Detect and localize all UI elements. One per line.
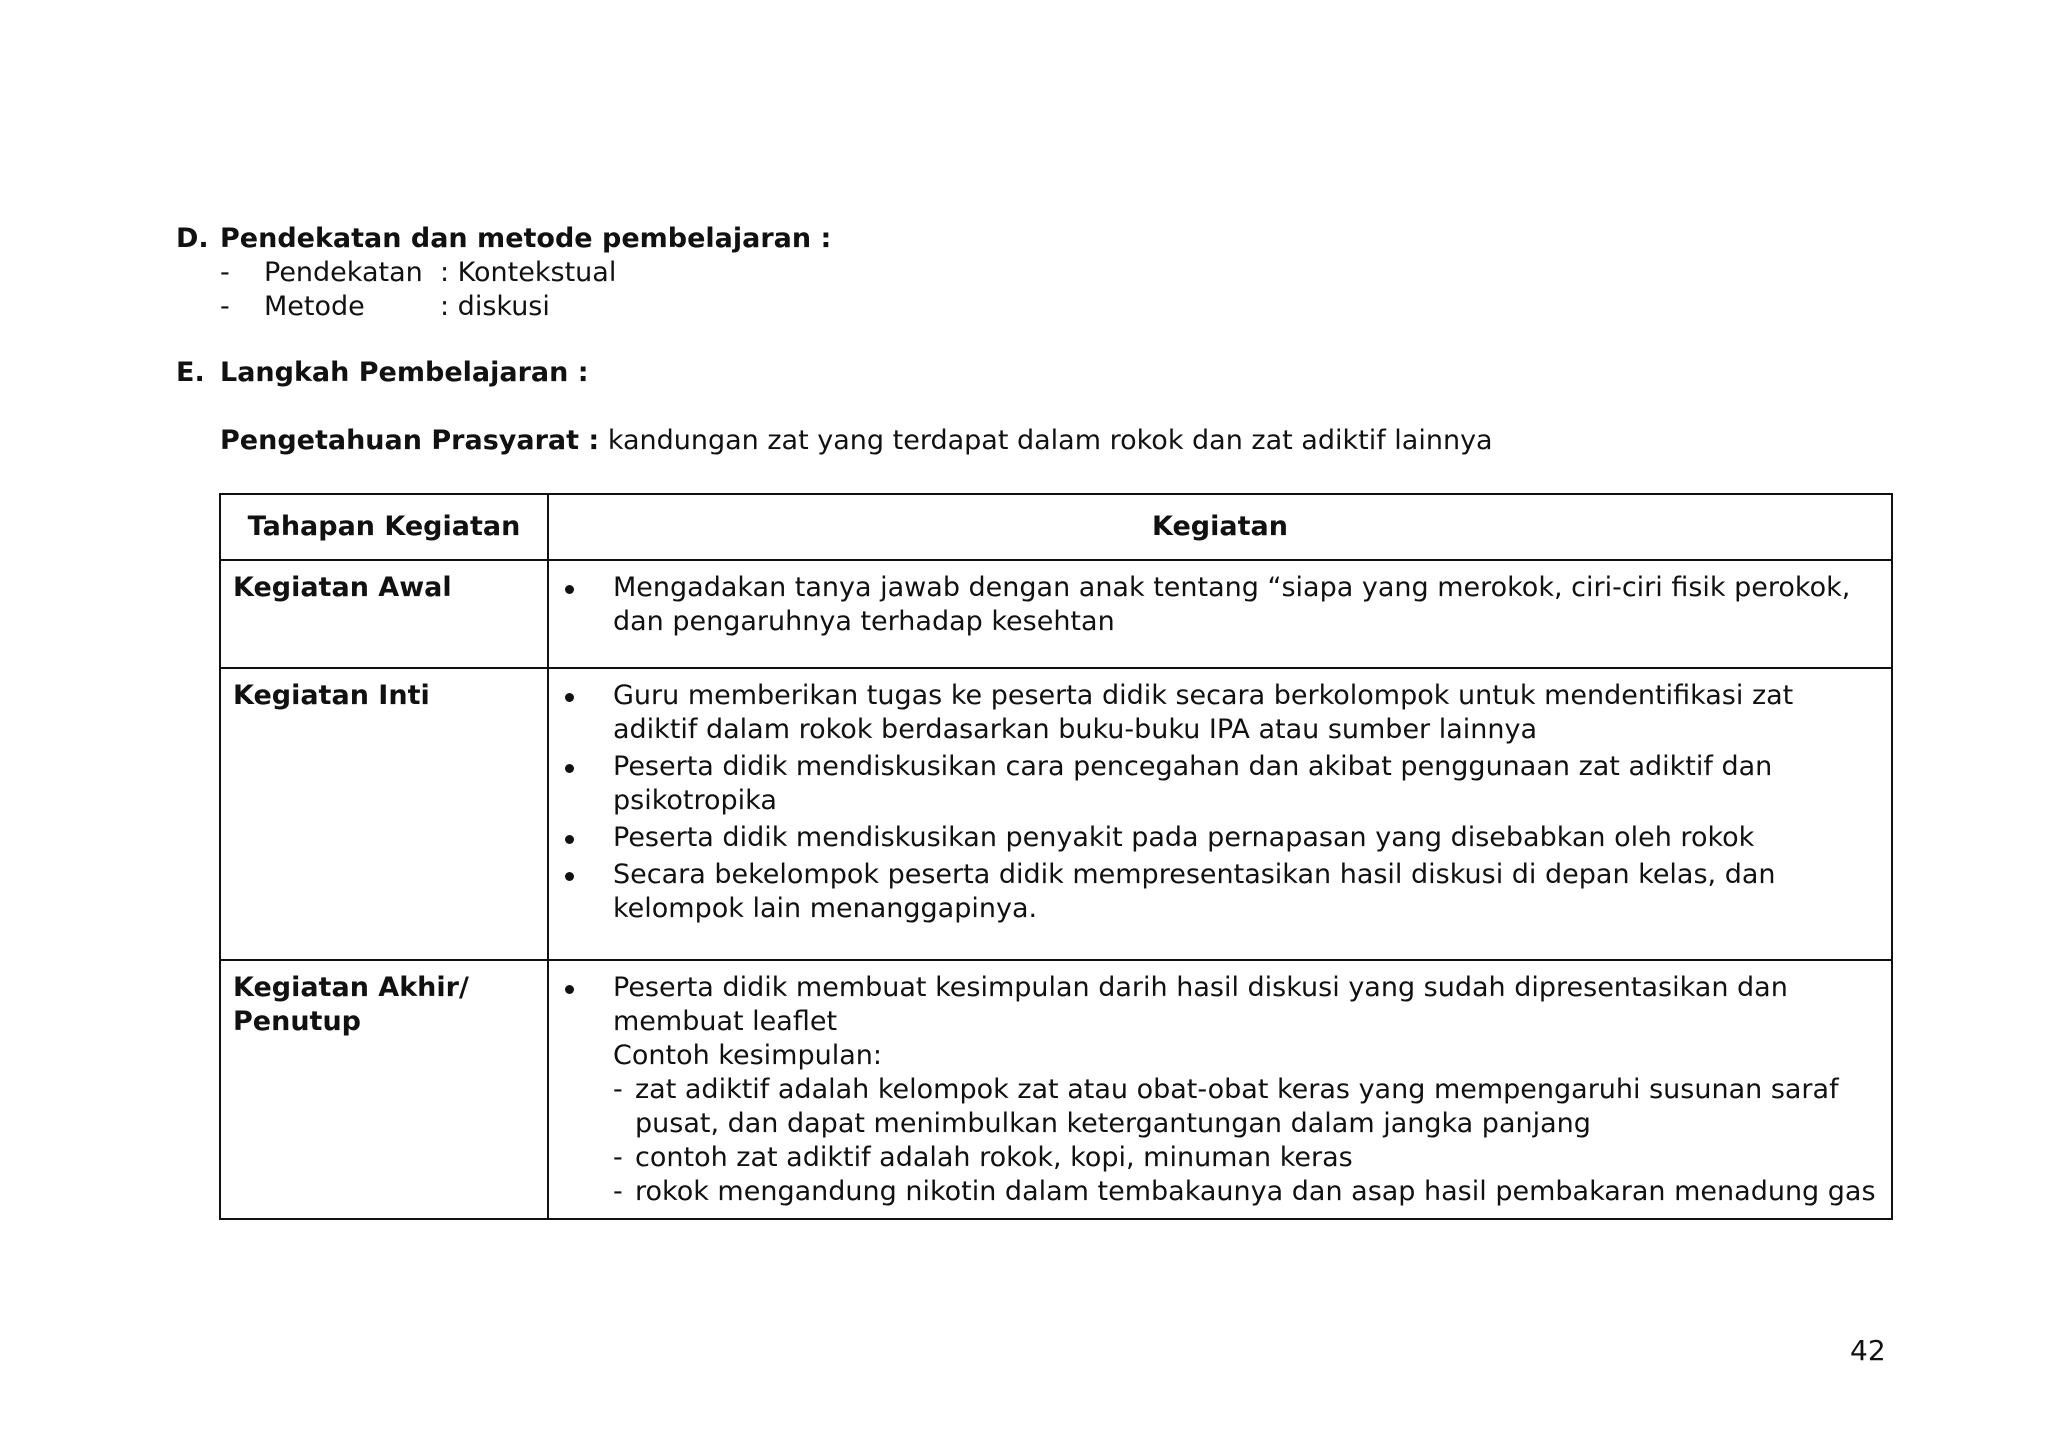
list-item [561,971,1879,1209]
dash: - [613,1142,623,1173]
section-e-title [176,356,589,390]
bullet-icon [565,693,574,702]
bullet-text: Guru memberikan tugas ke peserta didik secara berkolompok untuk mendentifikasi zat adiktif dalam rokok berdasarkan buku-buku IPA atau sumber lainnya [613,680,1794,745]
list-item [561,571,1879,639]
prerequisite-label: Pengetahuan Prasyarat : [220,425,600,456]
bullet-text: Peserta didik mendiskusikan penyakit pada pernapasan yang disebabkan oleh rokok [613,822,1755,853]
bullet-icon [565,585,574,594]
bullet-icon [565,985,574,994]
prerequisite-text: kandungan zat yang terdapat dalam rokok dan zat adiktif lainnya [599,425,1493,456]
conclusion-text: rokok mengandung nikotin dalam tembakaunya dan asap hasil pembakaran menadung gas [635,1176,1876,1207]
approach-line [220,256,616,290]
header-stage: Tahapan Kegiatan [220,494,548,560]
table-row [220,668,1892,960]
section-d-heading: Pendekatan dan metode pembelajaran : [220,223,832,254]
bullet-text: Secara bekelompok peserta didik mempresentasikan hasil diskusi di depan kelas, dan kelompok lain menanggapinya. [613,859,1776,924]
conclusion-item [613,1073,1879,1141]
stage-name: Kegiatan Inti [233,680,430,711]
bullet-icon [565,835,574,844]
method-value: : diskusi [440,291,550,322]
table-header-row [220,494,1892,560]
table-row [220,560,1892,668]
approach-label: Pendekatan [264,257,423,288]
conclusion-text: zat adiktif adalah kelompok zat atau obat-obat keras yang mempengaruhi susunan saraf pusat, dan dapat menimbulkan ketergantungan dalam jangka panjang [635,1074,1839,1139]
dash: - [220,257,230,288]
example-label: Contoh kesimpulan: [613,1040,882,1071]
list-item [561,679,1879,747]
method-line [220,290,550,324]
prerequisite-line [220,424,1493,458]
bullet-text: Peserta didik membuat kesimpulan darih hasil diskusi yang sudah dipresentasikan dan membuat leaflet [613,972,1788,1037]
lesson-steps-table [219,493,1893,1220]
conclusion-item [613,1175,1879,1209]
bullet-text: Peserta didik mendiskusikan cara pencegahan dan akibat penggunaan zat adiktif dan psikotropika [613,751,1773,816]
header-activity: Kegiatan [548,494,1892,560]
list-item [561,858,1879,926]
bullet-icon [565,764,574,773]
conclusion-text: contoh zat adiktif adalah rokok, kopi, minuman keras [635,1142,1353,1173]
dash: - [613,1176,623,1207]
bullet-text: Mengadakan tanya jawab dengan anak tentang “siapa yang merokok, ciri-ciri fisik perokok, dan pengaruhnya terhadap kesehtan [613,572,1851,637]
stage-name-line: Penutup [233,1006,361,1037]
dash: - [613,1074,623,1105]
stage-name-line: Kegiatan Akhir/ [233,972,469,1003]
method-label: Metode [264,291,365,322]
dash: - [220,291,230,322]
conclusion-item [613,1141,1879,1175]
page-number: 42 [1850,1334,1886,1367]
section-e-letter: E. [176,357,205,388]
approach-value: : Kontekstual [440,257,617,288]
list-item [561,750,1879,818]
section-d-letter: D. [176,223,209,254]
stage-name: Kegiatan Awal [233,572,452,603]
section-e-heading: Langkah Pembelajaran : [220,357,589,388]
table-row [220,960,1892,1219]
list-item [561,821,1879,855]
bullet-icon [565,872,574,881]
section-d-title [176,222,831,256]
stage-name [221,961,547,1039]
